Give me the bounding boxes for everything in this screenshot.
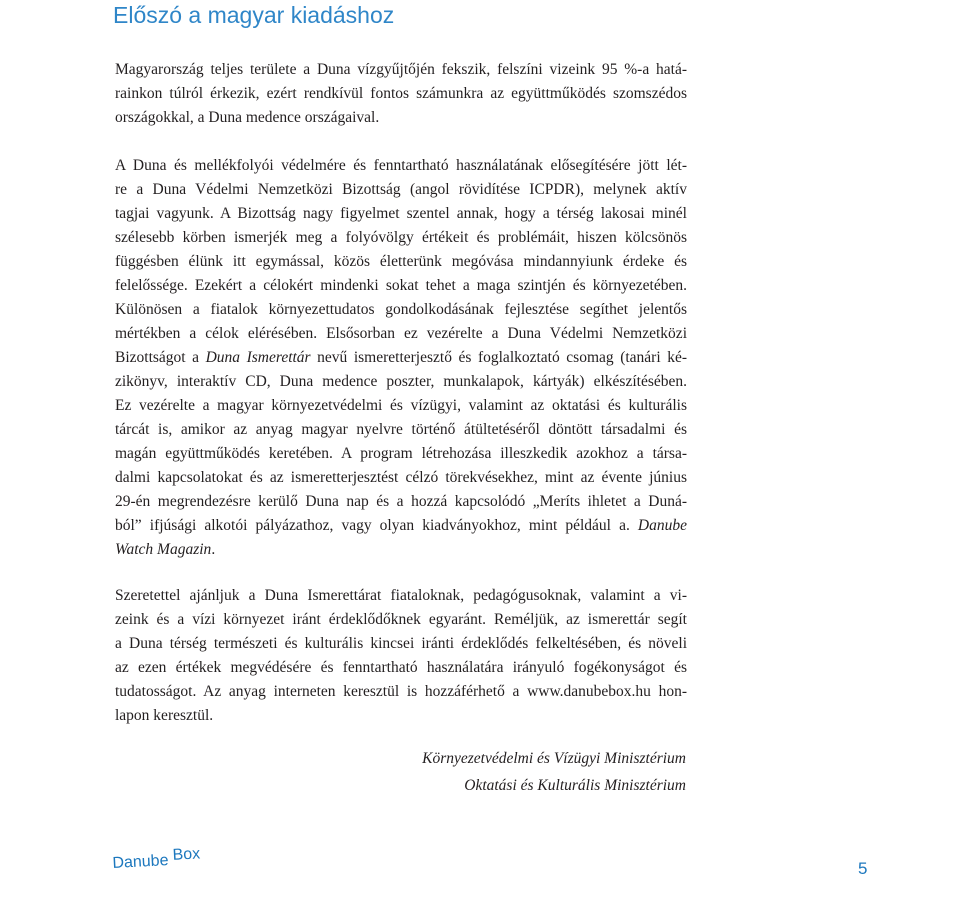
text-line: tagjai vagyunk. A Bizottság nagy figyelmet szentel annak, hogy a térség lakosai minél — [115, 205, 687, 222]
text-line: 29-én megrendezésre kerülő Duna nap és a hozzá kapcsolódó „Meríts ihletet a Duná- — [115, 493, 687, 510]
brand-word-danube: Danube — [112, 852, 169, 873]
page-title: Előszó a magyar kiadáshoz — [113, 2, 395, 28]
italic-title: Danube — [637, 517, 687, 534]
page-number: 5 — [858, 859, 868, 878]
text-line: szélesebb körben ismerjék meg a folyóvölgy értékeit és problémáit, hiszen kölcsönös — [115, 229, 687, 246]
text-line: lapon keresztül. — [115, 707, 214, 724]
text-line — [115, 514, 687, 538]
text-segment: ból” ifjúsági alkotói pályázathoz, vagy olyan kiadványokhoz, mint például a. — [115, 517, 638, 534]
italic-title: Watch Magazin — [115, 541, 212, 558]
text-line: az ezen értékek megvédésére és fenntartható használatára irányuló fogékonyságot és — [115, 659, 687, 676]
body-text — [115, 58, 687, 728]
text-line — [115, 346, 687, 370]
text-line: a Duna térség természeti és kulturális kincsei iránti érdeklődés felkeltésében, és növeli — [115, 635, 687, 652]
text-line: mértékben a célok elérésében. Elsősorban ez vezérelte a Duna Védelmi Nemzetközi — [115, 325, 687, 342]
brand-word-box: Box — [172, 845, 201, 864]
text-line: Különösen a fiatalok környezettudatos gondolkodásának fejlesztése segíthet jelentős — [115, 301, 687, 318]
text-line — [115, 538, 687, 562]
text-line: zeink és a vízi környezet iránt érdeklődőknek egyaránt. Reméljük, az ismerettár segít — [115, 611, 687, 628]
text-line: függésben élünk itt egymással, közös életterünk megóvása mindannyiunk érdeke és — [115, 253, 687, 270]
text-line: rainkon túlról érkezik, ezért rendkívül fontos számunkra az együttműködés szomszédos — [115, 85, 687, 102]
text-line: Magyarország teljes területe a Duna vízgyűjtőjén fekszik, felszíni vizeink 95 %-a hatá- — [115, 61, 687, 78]
paragraph-recommendation — [115, 584, 687, 728]
text-line: Ez vezérelte a magyar környezetvédelmi és vízügyi, valamint az oktatási és kulturális — [115, 397, 687, 414]
text-segment: nevű ismeretterjesztő és foglalkoztató csomag (tanári ké- — [310, 349, 687, 366]
paragraph-icpdr — [115, 154, 687, 562]
text-segment: Bizottságot a — [115, 349, 206, 366]
text-line: tárcát is, amikor az anyag magyar nyelvre történő átültetéséről döntött társadalmi és — [115, 421, 687, 438]
text-line: tudatosságot. Az anyag interneten keresztül is hozzáférhető a www.danubebox.hu hon- — [115, 683, 687, 700]
text-segment: . — [211, 541, 216, 558]
text-line: dalmi kapcsolatokat és az ismeretterjesztést célzó törekvésekhez, mint az évente június — [115, 469, 687, 486]
text-line: A Duna és mellékfolyói védelmére és fenntartható használatának elősegítésére jött lét- — [115, 157, 687, 174]
text-line: országokkal, a Duna medence országaival. — [115, 109, 380, 126]
text-line: magán együttműködés keretében. A program létrehozása illeszkedik azokhoz a társa- — [115, 445, 687, 462]
text-line: zikönyv, interaktív CD, Duna medence poszter, munkalapok, kártyák) elkészítésében. — [115, 373, 687, 390]
signature-ministry-environment: Környezetvédelmi és Vízügyi Minisztérium — [422, 750, 686, 767]
signature-block — [350, 745, 686, 799]
danube-box-logo — [112, 845, 201, 873]
text-line: re a Duna Védelmi Nemzetközi Bizottság (angol rövidítése ICPDR), melynek aktív — [115, 181, 687, 198]
signature-ministry-education: Oktatási és Kulturális Minisztérium — [464, 777, 686, 794]
italic-title: Duna Ismerettár — [205, 349, 311, 366]
text-line: felelőssége. Ezekért a célokért mindenki sokat tehet a maga szintjén és környezetében. — [115, 277, 687, 294]
paragraph-intro — [115, 58, 687, 130]
text-line: Szeretettel ajánljuk a Duna Ismerettárat fiataloknak, pedagógusoknak, valamint a vi- — [115, 587, 687, 604]
